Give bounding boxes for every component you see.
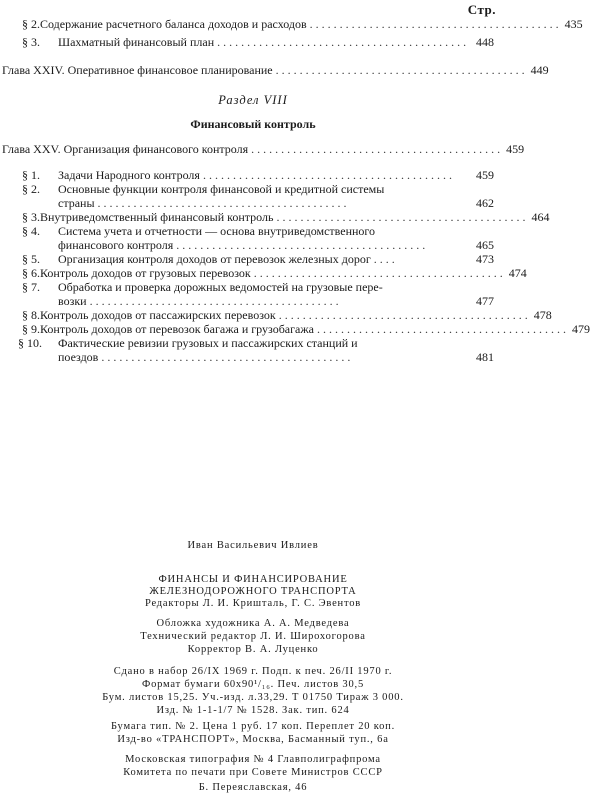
toc-leader: .......................................... [309, 17, 562, 31]
toc-page-number: 435 [564, 17, 583, 31]
toc-chapter-title: Глава XXIV. Оперативное финансовое планирование [2, 63, 273, 77]
toc-section-number: § 2. [22, 182, 40, 196]
credits-line: Обложка художника А. А. Медведева [156, 618, 350, 629]
toc-page-number: 478 [533, 308, 552, 322]
toc-page-number: 464 [531, 210, 550, 224]
toc-leader: .......................................... [251, 142, 504, 156]
toc-section-number: § 3. [22, 210, 40, 224]
toc-leader: .......................................... [176, 238, 429, 252]
toc-page-number: 448 [476, 35, 494, 49]
toc-section-number: § 1. [22, 168, 40, 182]
toc-entry-title-cont: финансового контроля [58, 238, 174, 252]
toc-entry-title: Обработка и проверка дорожных ведомостей на грузовые пере- [58, 280, 383, 294]
toc-page-number: 477 [476, 294, 494, 308]
print-info-line: Формат бумаги 60x90¹/₁₆. Печ. листов 30,5 [141, 679, 365, 690]
credits-line: Технический редактор Л. И. Широхогорова [140, 631, 366, 642]
toc-leader: .......................................... [202, 168, 455, 182]
toc-section-number: § 4. [22, 224, 40, 238]
toc-entry-title: Контроль доходов от грузовых перевозок [40, 266, 251, 280]
credits-line: Корректор В. А. Луценко [187, 644, 319, 655]
printer-address: Б. Переяславская, 46 [198, 782, 308, 793]
printer-line: Московская типография № 4 Главполиграфпрома [125, 754, 381, 765]
publisher-line: Изд-во «ТРАНСПОРТ», Москва, Басманный туп., 6а [117, 734, 389, 745]
toc-entry [58, 350, 494, 364]
toc-leader: .... [373, 252, 398, 266]
toc-leader: .......................................... [89, 294, 342, 308]
toc-entry [22, 210, 550, 224]
toc-leader: .......................................... [278, 308, 531, 322]
toc-leader: .......................................... [276, 210, 529, 224]
toc-entry-title: Контроль доходов от пассажирских перевозок [40, 308, 276, 322]
toc-section-number: § 8. [22, 308, 40, 322]
toc-page-number: 465 [476, 238, 494, 252]
print-info-line: Бум. листов 15,25. Уч.-изд. л.33,29. Т 01750 Тираж 3 000. [102, 692, 404, 703]
toc-entry-line [22, 280, 383, 294]
toc-leader: .......................................... [217, 35, 470, 49]
book-title-line: ЖЕЛЕЗНОДОРОЖНОГО ТРАНСПОРТА [149, 586, 357, 597]
toc-entry-title-cont: страны [58, 196, 95, 210]
toc-entry-title: Система учета и отчетности — основа внутриведомственного [58, 224, 376, 238]
print-info-line: Сдано в набор 26/IX 1969 г. Подп. к печ. 26/II 1970 г. [113, 666, 393, 677]
author-name: Иван Васильевич Ивлиев [187, 540, 319, 551]
toc-section-number: § 3. [22, 35, 40, 49]
toc-entry [22, 252, 494, 266]
toc-entry [58, 196, 494, 210]
page-column-header: Стр. [467, 2, 496, 17]
print-info-line: Изд. № 1-1-1/7 № 1528. Зак. тип. 624 [156, 705, 350, 716]
toc-entry-title-cont: поездов [58, 350, 99, 364]
toc-entry [58, 294, 494, 308]
toc-leader: .......................................... [317, 322, 569, 336]
toc-page-number: 479 [572, 322, 590, 336]
toc-entry-title: Задачи Народного контроля [58, 168, 200, 182]
toc-entry [22, 308, 552, 322]
toc-entry [22, 322, 590, 336]
toc-leader: .......................................... [97, 196, 350, 210]
toc-entry [58, 238, 494, 252]
toc-entry-title: Основные функции контроля финансовой и кредитной системы [58, 182, 385, 196]
toc-entry-title: Содержание расчетного баланса доходов и расходов [40, 17, 307, 31]
toc-page-number: 462 [476, 196, 494, 210]
printer-line: Комитета по печати при Совете Министров СССР [123, 767, 383, 778]
toc-entry [22, 35, 494, 49]
toc-entry [22, 168, 494, 182]
toc-entry-title: Контроль доходов от перевозок багажа и грузобагажа [40, 322, 314, 336]
toc-section-number: § 5. [22, 252, 40, 266]
toc-page-number: 459 [506, 142, 525, 156]
toc-entry-title: Шахматный финансовый план [58, 35, 215, 49]
toc-page-number: 481 [476, 350, 494, 364]
toc-section-number: § 9. [22, 322, 40, 336]
book-title-line: ФИНАНСЫ И ФИНАНСИРОВАНИЕ [158, 574, 348, 585]
toc-leader: .......................................... [275, 63, 528, 77]
toc-leader: .......................................... [101, 350, 354, 364]
toc-entry [22, 17, 583, 31]
toc-entry-title-cont: возки [58, 294, 87, 308]
toc-page-number: 474 [508, 266, 527, 280]
toc-section-number: § 6. [22, 266, 40, 280]
editors-line: Редакторы Л. И. Кришталь, Г. С. Эвентов [144, 598, 362, 609]
toc-page-number: 473 [476, 252, 494, 266]
section-heading: Раздел VIII [218, 93, 288, 107]
toc-leader: .......................................... [253, 266, 506, 280]
section-subtitle: Финансовый контроль [190, 117, 316, 131]
toc-entry-title: Внутриведомственный финансовый контроль [40, 210, 274, 224]
toc-chapter-title: Глава XXV. Организация финансового контроля [2, 142, 249, 156]
toc-chapter-entry [2, 63, 549, 77]
toc-section-number: § 7. [22, 280, 40, 294]
print-info-line: Бумага тип. № 2. Цена 1 руб. 17 коп. Переплет 20 коп. [110, 721, 396, 732]
toc-section-number: § 10. [18, 336, 42, 350]
toc-section-number: § 2. [22, 17, 40, 31]
toc-entry [22, 266, 527, 280]
toc-entry-line [22, 182, 384, 196]
toc-chapter-entry [2, 142, 525, 156]
toc-entry-line [18, 336, 358, 350]
toc-entry-title: Организация контроля доходов от перевозок железных дорог [58, 252, 371, 266]
toc-page-number: 449 [530, 63, 549, 77]
toc-entry-line [22, 224, 375, 238]
toc-entry-title: Фактические ревизии грузовых и пассажирских станций и [58, 336, 358, 350]
toc-page-number: 459 [476, 168, 494, 182]
